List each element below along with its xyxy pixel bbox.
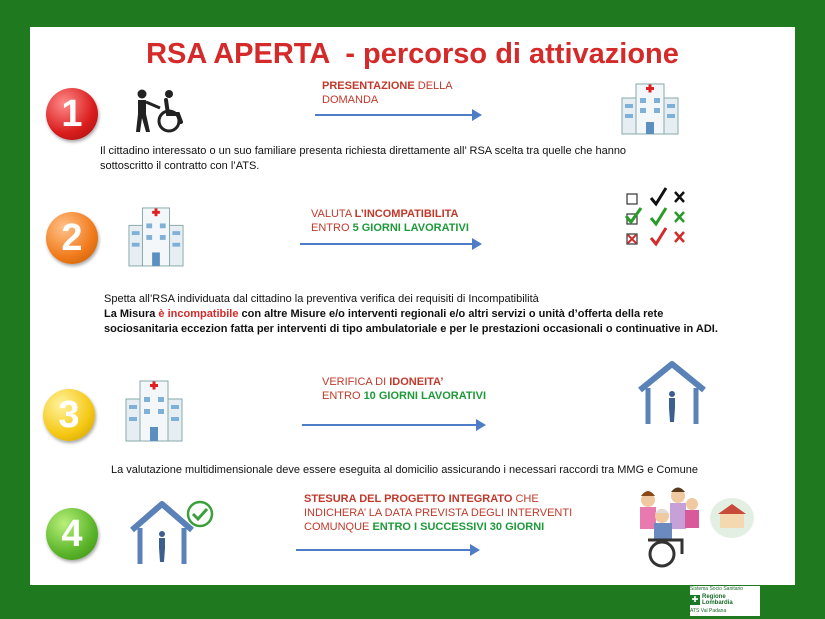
lombardia-rose-icon: ✚: [691, 595, 699, 604]
step-2-label-highlight: L’INCOMPATIBILITA: [354, 208, 459, 220]
hospital-icon: [620, 78, 680, 138]
step-2-description: Spetta all’RSA individuata dal cittadino la preventiva verifica dei requisiti di Incompatibilità La Misura è incompatibile con altre Misure e/o interventi regionali e/o altri servizi o unità d’offerta della rete sociosanitaria eccezion fatta per interventi di tipo ambulatoriale e per le prestazioni occasionali o continuative in ADI.: [104, 293, 718, 335]
step-2-label: VALUTA L’INCOMPATIBILITA ENTRO 5 GIORNI LAVORATIVI: [311, 208, 469, 234]
step-3-label: VERIFICA DI IDONEITA’ ENTRO 10 GIORNI LAVORATIVI: [322, 376, 487, 402]
step-3-arrow: [302, 424, 484, 426]
step-1-label-line2: DOMANDA: [322, 94, 379, 106]
step-3-deadline: 10 GIORNI LAVORATIVI: [363, 390, 487, 402]
step-1-arrow: [315, 114, 480, 116]
step-1-number: 1: [46, 88, 98, 140]
step-2-arrow: [300, 243, 480, 245]
step-1-description: Il cittadino interessato o un suo familiare presenta richiesta direttamente all’ RSA scelta tra quelle che hanno sottoscritto il contratto con l’ATS.: [100, 145, 627, 172]
regione-lombardia-logo: Sistema Socio Sanitario ✚ Regione Lombardia ATS Val Padana: [690, 586, 760, 616]
step-1-label-rest: DELLA: [414, 80, 453, 92]
step-2-deadline: 5 GIORNI LAVORATIVI: [352, 222, 469, 234]
step-1-label-highlight: PRESENTAZIONE: [322, 80, 415, 92]
step-2-number: 2: [46, 212, 98, 264]
step-1-label: [322, 79, 453, 107]
step-4-label-highlight: STESURA DEL PROGETTO INTEGRATO: [304, 493, 513, 505]
wheelchair-caregiver-icon: [133, 88, 187, 134]
family-care-icon: [632, 484, 756, 568]
step-4-deadline: ENTRO I SUCCESSIVI 30 GIORNI: [372, 521, 545, 533]
home-approved-icon: [128, 498, 216, 566]
hospital-icon: [127, 202, 185, 270]
step-3-number: 3: [43, 389, 95, 441]
step-4-label: STESURA DEL PROGETTO INTEGRATO CHE INDICHERA’ LA DATA PREVISTA DEGLI INTERVENTI COMUNQUE ENTRO I SUCCESSIVI 30 GIORNI: [304, 493, 573, 533]
step-4-arrow: [296, 549, 478, 551]
page-title: RSA APERTA - percorso di attivazione: [146, 38, 679, 70]
step-4-number: 4: [46, 508, 98, 560]
step-3-description: La valutazione multidimensionale deve essere eseguita al domicilio assicurando i necessari raccordi tra MMG e Comune: [111, 464, 698, 476]
checklist-icon: [625, 186, 691, 248]
step-3-label-highlight: IDONEITA’: [389, 376, 444, 388]
home-person-icon: [636, 360, 708, 426]
hospital-icon: [124, 375, 184, 445]
